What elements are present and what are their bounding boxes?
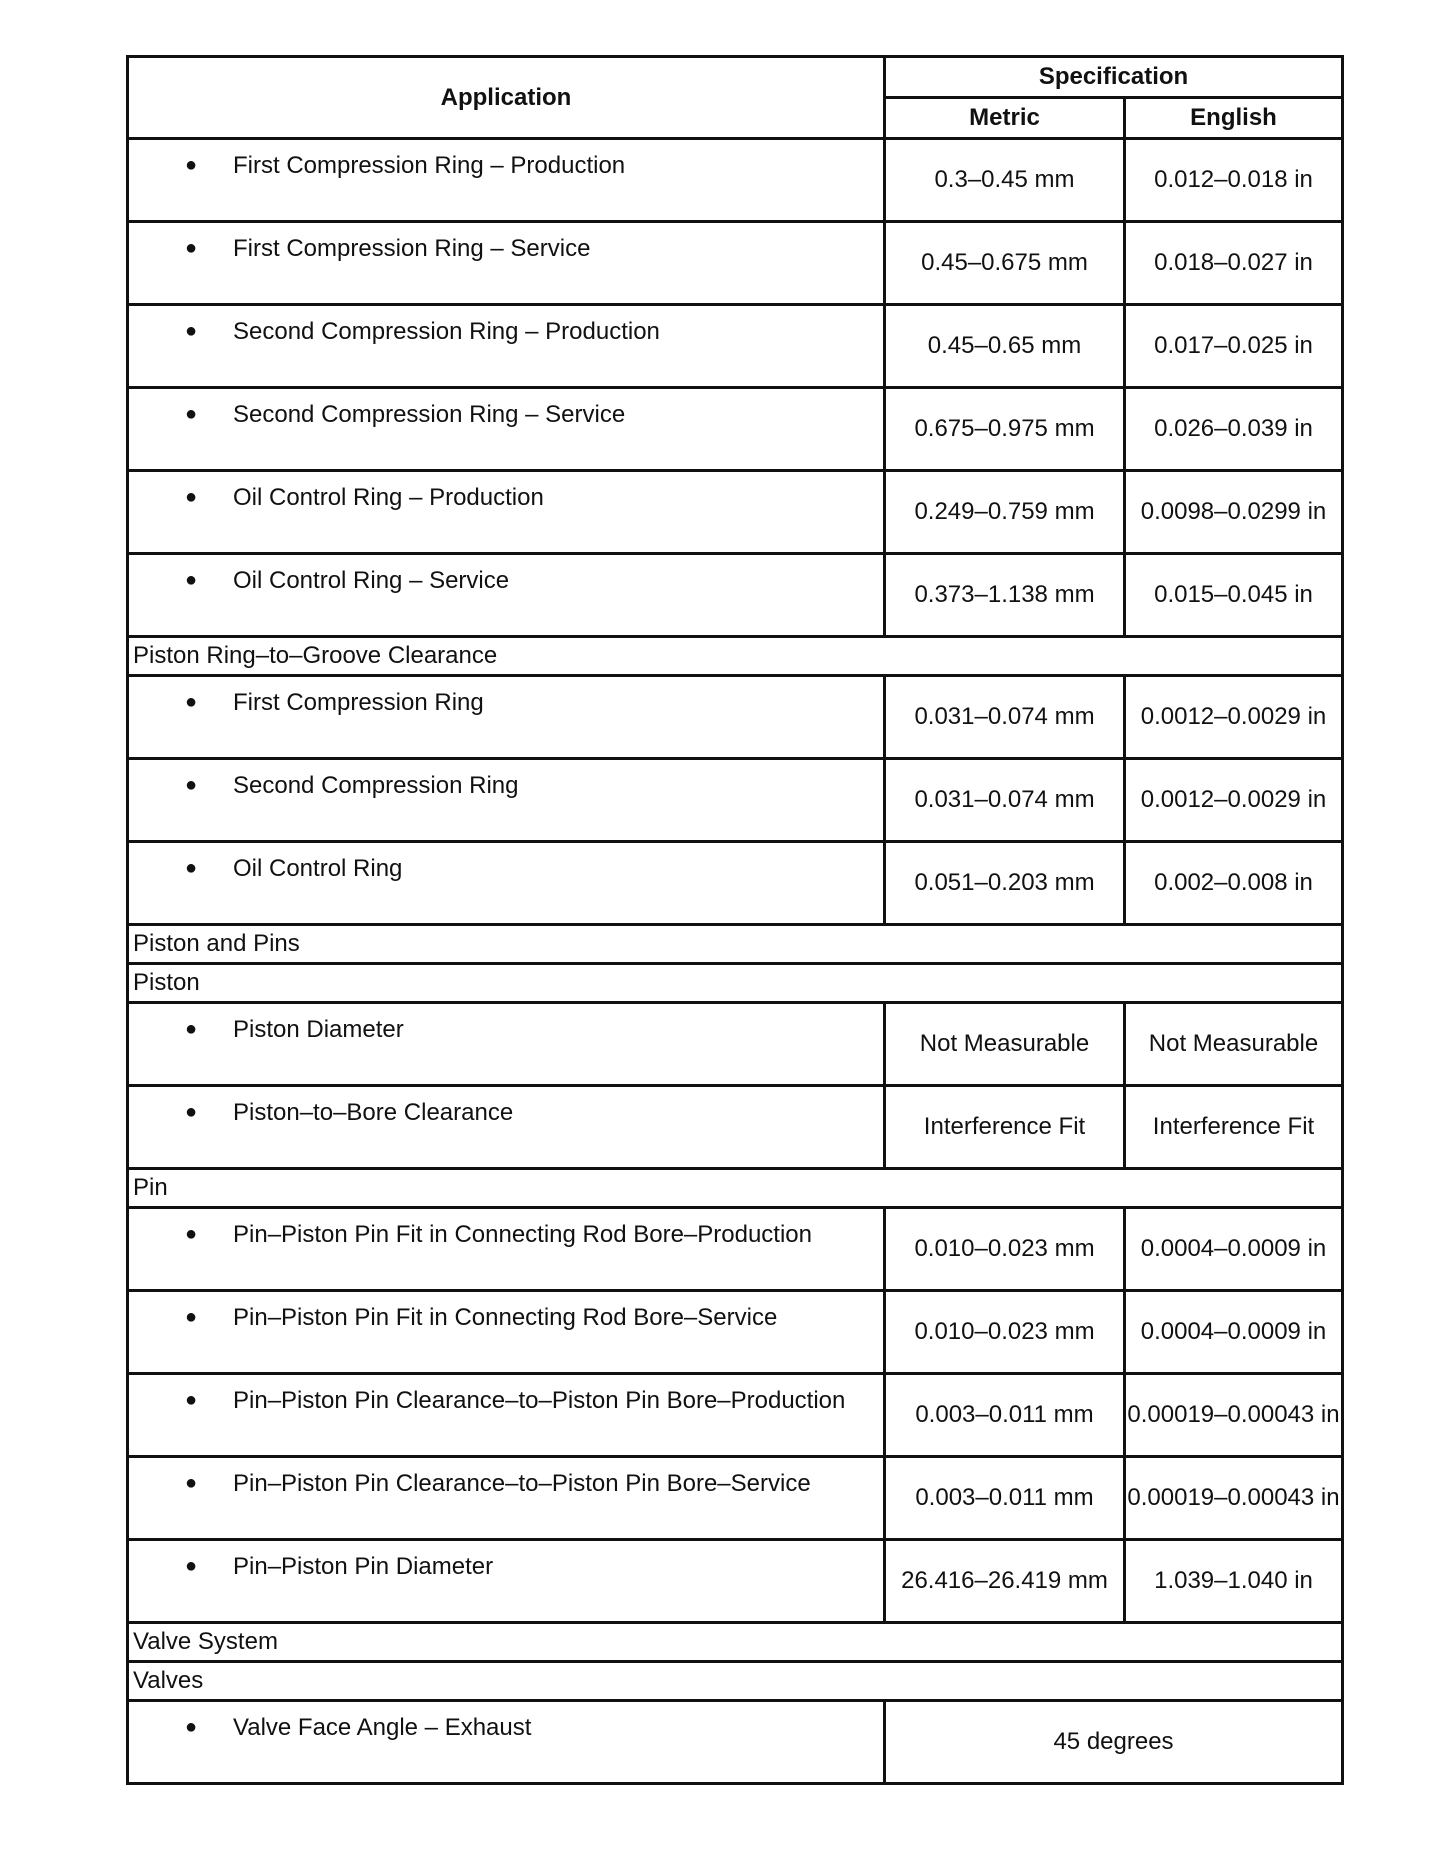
section-row: [128, 1623, 1343, 1662]
metric-value: 0.45–0.675 mm: [885, 222, 1125, 305]
english-value: 0.00019–0.00043 in: [1125, 1374, 1343, 1457]
application-label: Pin–Piston Pin Clearance–to–Piston Pin Bore–Production: [233, 1387, 846, 1414]
application-cell: [128, 1701, 885, 1784]
metric-value: 0.249–0.759 mm: [885, 471, 1125, 554]
metric-value: 0.031–0.074 mm: [885, 676, 1125, 759]
spec-value: 45 degrees: [885, 1701, 1343, 1784]
english-value: 0.0004–0.0009 in: [1125, 1291, 1343, 1374]
application-label: Second Compression Ring – Service: [233, 401, 626, 428]
english-value: 0.018–0.027 in: [1125, 222, 1343, 305]
application-cell: [128, 388, 885, 471]
bullet-icon: ●: [185, 857, 198, 879]
table-row: [128, 1291, 1343, 1374]
metric-value: 0.3–0.45 mm: [885, 139, 1125, 222]
application-label: Pin–Piston Pin Clearance–to–Piston Pin Bore–Service: [233, 1470, 811, 1497]
section-label: Pin: [128, 1169, 1343, 1208]
table-row: [128, 388, 1343, 471]
application-cell: [128, 471, 885, 554]
english-value: 0.002–0.008 in: [1125, 842, 1343, 925]
english-value: 0.026–0.039 in: [1125, 388, 1343, 471]
bullet-icon: ●: [185, 1389, 198, 1411]
bullet-icon: ●: [185, 403, 198, 425]
header-application: Application: [128, 57, 885, 139]
english-value: 0.0004–0.0009 in: [1125, 1208, 1343, 1291]
application-label: Pin–Piston Pin Fit in Connecting Rod Bore–Production: [233, 1221, 812, 1248]
section-row: [128, 964, 1343, 1003]
english-value: 0.012–0.018 in: [1125, 139, 1343, 222]
application-label: Piston Diameter: [233, 1016, 404, 1043]
bullet-icon: ●: [185, 154, 198, 176]
bullet-icon: ●: [185, 774, 198, 796]
section-label: Piston: [128, 964, 1343, 1003]
metric-value: 0.010–0.023 mm: [885, 1208, 1125, 1291]
application-cell: [128, 842, 885, 925]
bullet-icon: ●: [185, 1018, 198, 1040]
english-value: Not Measurable: [1125, 1003, 1343, 1086]
english-value: 0.015–0.045 in: [1125, 554, 1343, 637]
metric-value: 0.051–0.203 mm: [885, 842, 1125, 925]
application-cell: [128, 1457, 885, 1540]
metric-value: 0.003–0.011 mm: [885, 1457, 1125, 1540]
metric-value: Interference Fit: [885, 1086, 1125, 1169]
table-row: [128, 1701, 1343, 1784]
application-label: Oil Control Ring – Service: [233, 567, 510, 594]
application-label: Pin–Piston Pin Diameter: [233, 1553, 494, 1580]
english-value: 1.039–1.040 in: [1125, 1540, 1343, 1623]
table-row: [128, 554, 1343, 637]
section-row: [128, 1662, 1343, 1701]
table-row: [128, 759, 1343, 842]
english-value: 0.0012–0.0029 in: [1125, 676, 1343, 759]
table-row: [128, 1086, 1343, 1169]
section-label: Piston and Pins: [128, 925, 1343, 964]
application-label: Oil Control Ring: [233, 855, 403, 882]
metric-value: 0.003–0.011 mm: [885, 1374, 1125, 1457]
application-cell: [128, 1540, 885, 1623]
metric-value: 0.031–0.074 mm: [885, 759, 1125, 842]
bullet-icon: ●: [185, 237, 198, 259]
header-english: English: [1125, 98, 1343, 139]
application-label: First Compression Ring: [233, 689, 484, 716]
application-label: First Compression Ring – Production: [233, 152, 626, 179]
application-label: Second Compression Ring: [233, 772, 519, 799]
table-row: [128, 222, 1343, 305]
header-metric: Metric: [885, 98, 1125, 139]
metric-value: 0.675–0.975 mm: [885, 388, 1125, 471]
table-row: [128, 1374, 1343, 1457]
bullet-icon: ●: [185, 1472, 198, 1494]
section-row: [128, 925, 1343, 964]
application-cell: [128, 759, 885, 842]
english-value: 0.00019–0.00043 in: [1125, 1457, 1343, 1540]
bullet-icon: ●: [185, 1716, 198, 1738]
english-value: Interference Fit: [1125, 1086, 1343, 1169]
metric-value: 26.416–26.419 mm: [885, 1540, 1125, 1623]
table-row: [128, 471, 1343, 554]
section-row: [128, 1169, 1343, 1208]
bullet-icon: ●: [185, 569, 198, 591]
table-row: [128, 842, 1343, 925]
bullet-icon: ●: [185, 486, 198, 508]
metric-value: 0.45–0.65 mm: [885, 305, 1125, 388]
section-label: Valves: [128, 1662, 1343, 1701]
table-row: [128, 1003, 1343, 1086]
metric-value: 0.373–1.138 mm: [885, 554, 1125, 637]
header-specification: Specification: [885, 57, 1343, 98]
section-row: [128, 637, 1343, 676]
bullet-icon: ●: [185, 1555, 198, 1577]
application-label: Oil Control Ring – Production: [233, 484, 544, 511]
application-label: First Compression Ring – Service: [233, 235, 591, 262]
application-cell: [128, 1208, 885, 1291]
application-cell: [128, 1374, 885, 1457]
application-cell: [128, 139, 885, 222]
bullet-icon: ●: [185, 1223, 198, 1245]
english-value: 0.0012–0.0029 in: [1125, 759, 1343, 842]
table-row: [128, 305, 1343, 388]
application-cell: [128, 554, 885, 637]
section-label: Valve System: [128, 1623, 1343, 1662]
application-cell: [128, 1086, 885, 1169]
application-label: Valve Face Angle – Exhaust: [233, 1714, 532, 1741]
application-cell: [128, 305, 885, 388]
section-label: Piston Ring–to–Groove Clearance: [128, 637, 1343, 676]
metric-value: Not Measurable: [885, 1003, 1125, 1086]
english-value: 0.0098–0.0299 in: [1125, 471, 1343, 554]
bullet-icon: ●: [185, 320, 198, 342]
specification-table: [126, 55, 1344, 1785]
bullet-icon: ●: [185, 1306, 198, 1328]
table-row: [128, 676, 1343, 759]
table-row: [128, 1208, 1343, 1291]
table-row: [128, 1457, 1343, 1540]
application-cell: [128, 676, 885, 759]
table-row: [128, 1540, 1343, 1623]
english-value: 0.017–0.025 in: [1125, 305, 1343, 388]
metric-value: 0.010–0.023 mm: [885, 1291, 1125, 1374]
table-row: [128, 139, 1343, 222]
application-cell: [128, 222, 885, 305]
application-label: Second Compression Ring – Production: [233, 318, 660, 345]
application-label: Piston–to–Bore Clearance: [233, 1099, 514, 1126]
application-cell: [128, 1003, 885, 1086]
application-cell: [128, 1291, 885, 1374]
bullet-icon: ●: [185, 691, 198, 713]
application-label: Pin–Piston Pin Fit in Connecting Rod Bore–Service: [233, 1304, 778, 1331]
bullet-icon: ●: [185, 1101, 198, 1123]
